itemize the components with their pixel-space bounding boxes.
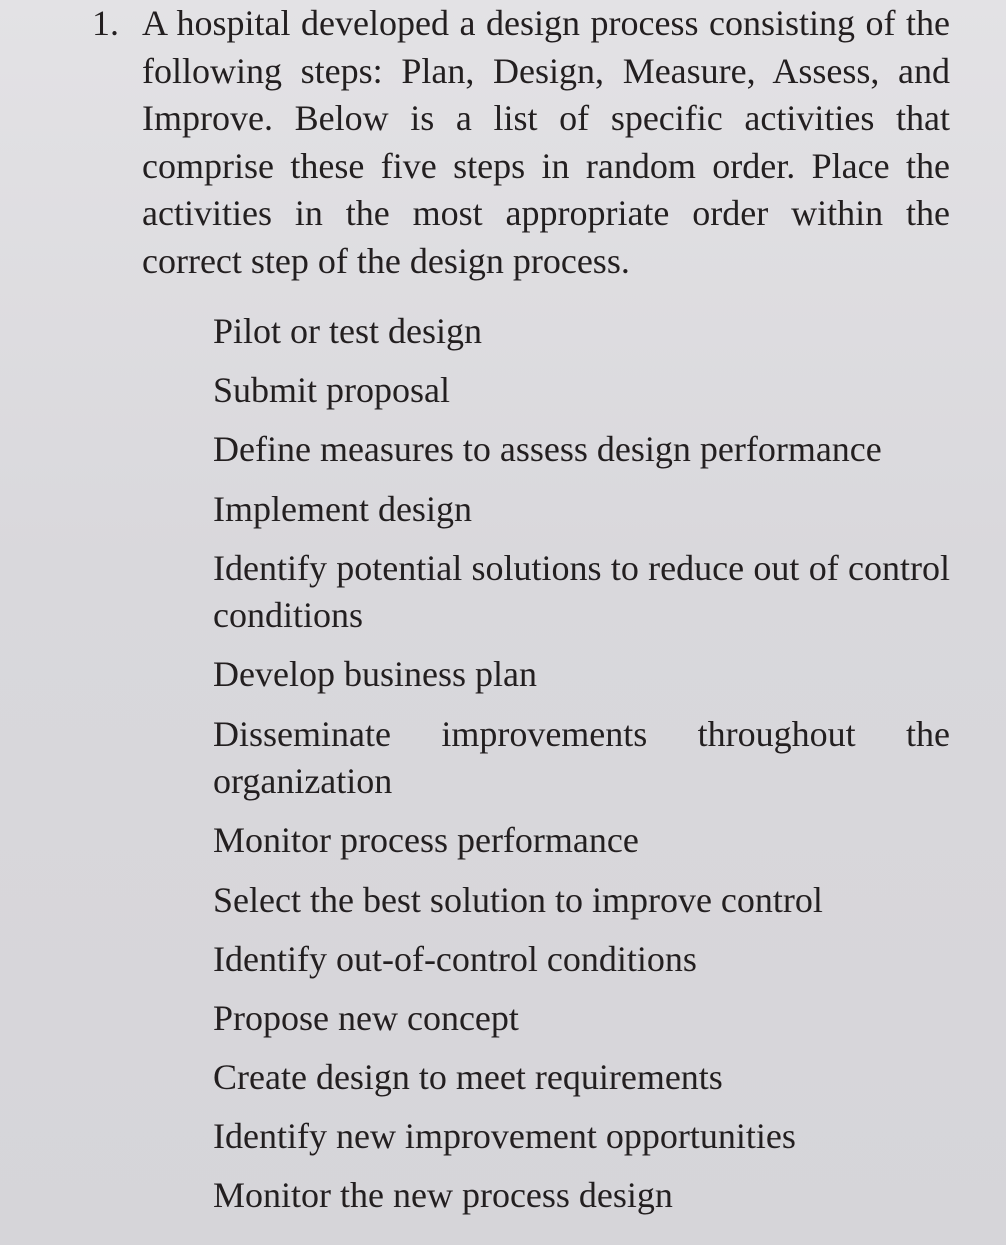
- activity-item: Identify potential solutions to reduce out of control conditions: [213, 547, 950, 636]
- activity-list: [213, 308, 950, 1232]
- activity-item: Implement design: [213, 488, 472, 529]
- activity-item: Submit proposal: [213, 370, 451, 411]
- question-number: 1.: [92, 3, 119, 43]
- activity-item: Monitor the new process design: [213, 1175, 673, 1216]
- question-text: A hospital developed a design process consisting of the following steps: Plan, Design, Measure, Assess, and Improve. Below is a list of specific activities that comprise these five steps in random order. Place the activities in the most appropriate order within the correct step of the design process.: [142, 3, 950, 281]
- activity-item: Identify out-of-control conditions: [213, 938, 697, 979]
- activity-item: Develop business plan: [213, 654, 537, 695]
- activity-item: Create design to meet requirements: [213, 1057, 723, 1098]
- activity-item: Identify new improvement opportunities: [213, 1116, 796, 1157]
- activity-item: Define measures to assess design performance: [213, 429, 882, 470]
- activity-item: Disseminate improvements throughout the organization: [213, 713, 950, 802]
- activity-item: Select the best solution to improve control: [213, 879, 823, 920]
- activity-item: Propose new concept: [213, 997, 519, 1038]
- activity-item: Monitor process performance: [213, 820, 639, 861]
- activity-item: Pilot or test design: [213, 311, 482, 351]
